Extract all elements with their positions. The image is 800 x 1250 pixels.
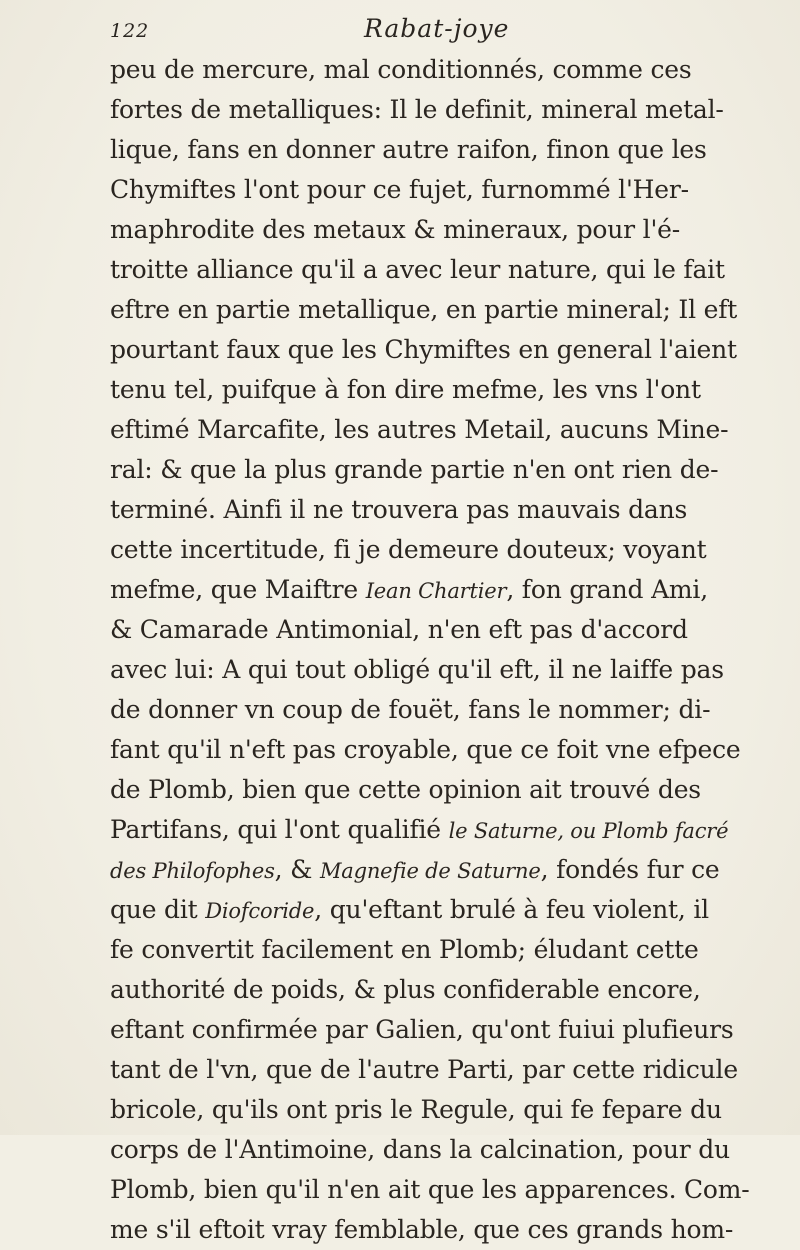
text-segment: Partifans, qui l'ont qualifié [110, 815, 449, 844]
text-line [110, 530, 750, 570]
text-line [110, 1210, 750, 1250]
text-segment: & Camarade Antimonial, n'en eft pas d'accord [110, 615, 688, 644]
text-line [110, 1170, 750, 1210]
text-segment: , & [274, 855, 320, 884]
text-segment: tant de l'vn, que de l'autre Parti, par cette ridicule [110, 1055, 738, 1084]
text-segment: , qu'eftant brulé à feu violent, il [314, 895, 709, 924]
text-line [110, 730, 750, 770]
text-segment: troitte alliance qu'il a avec leur nature, qui le fait [110, 255, 725, 284]
text-line [110, 90, 750, 130]
text-segment: , fondés fur ce [540, 855, 720, 884]
running-head [110, 14, 730, 46]
italic-text: des Philofophes [110, 859, 275, 883]
text-line [110, 330, 750, 370]
text-line [110, 890, 750, 930]
text-segment: Plomb, bien qu'il n'en ait que les apparences. Com- [110, 1175, 750, 1204]
text-line [110, 930, 750, 970]
text-segment: fant qu'il n'eft pas croyable, que ce foit vne efpece [110, 735, 741, 764]
text-line [110, 210, 750, 250]
text-line [110, 690, 750, 730]
text-segment: avec lui: A qui tout obligé qu'il eft, il ne laiffe pas [110, 655, 724, 684]
text-segment: eftimé Marcafite, les autres Metail, aucuns Mine- [110, 415, 729, 444]
text-line [110, 370, 750, 410]
text-line [110, 810, 750, 850]
text-segment: fortes de metalliques: Il le definit, mineral metal- [110, 95, 724, 124]
text-line [110, 570, 750, 610]
text-segment: eftant confirmée par Galien, qu'ont fuiui plufieurs [110, 1015, 734, 1044]
running-title: Rabat-joye [364, 14, 510, 43]
text-segment: de Plomb, bien que cette opinion ait trouvé des [110, 775, 701, 804]
text-segment: bricole, qu'ils ont pris le Regule, qui fe fepare du [110, 1095, 722, 1124]
text-segment: corps de l'Antimoine, dans la calcination, pour du [110, 1135, 730, 1164]
italic-text: Magnefie de Saturne [319, 859, 541, 883]
text-line [110, 610, 750, 650]
text-line [110, 130, 750, 170]
text-line [110, 290, 750, 330]
italic-text: Diofcoride [205, 899, 315, 923]
italic-text: Iean Chartier [365, 579, 507, 603]
text-segment: tenu tel, puifque à fon dire mefme, les vns l'ont [110, 375, 701, 404]
text-segment: cette incertitude, fi je demeure douteux; voyant [110, 535, 707, 564]
text-segment: de donner vn coup de fouët, fans le nommer; di- [110, 695, 711, 724]
text-line [110, 490, 750, 530]
text-line [110, 850, 750, 890]
text-line [110, 170, 750, 210]
text-line [110, 1050, 750, 1090]
text-line [110, 1010, 750, 1050]
text-segment: fe convertit facilement en Plomb; éludant cette [110, 935, 699, 964]
text-segment: authorité de poids, & plus confiderable encore, [110, 975, 701, 1004]
text-segment: que dit [110, 895, 206, 924]
text-line [110, 410, 750, 450]
page-number: 122 [110, 20, 150, 42]
text-segment: maphrodite des metaux & mineraux, pour l'é- [110, 215, 680, 244]
text-segment: , fon grand Ami, [506, 575, 708, 604]
text-line [110, 970, 750, 1010]
text-line [110, 1090, 750, 1130]
text-segment: peu de mercure, mal conditionnés, comme ces [110, 55, 692, 84]
text-segment: ral: & que la plus grande partie n'en ont rien de- [110, 455, 719, 484]
text-segment: mefme, que Maiftre [110, 575, 366, 604]
text-segment: lique, fans en donner autre raifon, finon que les [110, 135, 707, 164]
text-line [110, 1130, 750, 1170]
body-text [110, 50, 750, 1250]
text-segment: terminé. Ainfi il ne trouvera pas mauvais dans [110, 495, 688, 524]
text-segment: pourtant faux que les Chymiftes en general l'aient [110, 335, 737, 364]
text-line [110, 250, 750, 290]
text-segment: me s'il eftoit vray femblable, que ces grands hom- [110, 1215, 734, 1244]
italic-text: le Saturne, ou Plomb facré [448, 819, 729, 843]
text-line [110, 770, 750, 810]
text-segment: eftre en partie metallique, en partie mineral; Il eft [110, 295, 738, 324]
text-segment: Chymiftes l'ont pour ce fujet, furnommé l'Her- [110, 175, 689, 204]
text-line [110, 650, 750, 690]
text-line [110, 50, 750, 90]
text-line [110, 450, 750, 490]
